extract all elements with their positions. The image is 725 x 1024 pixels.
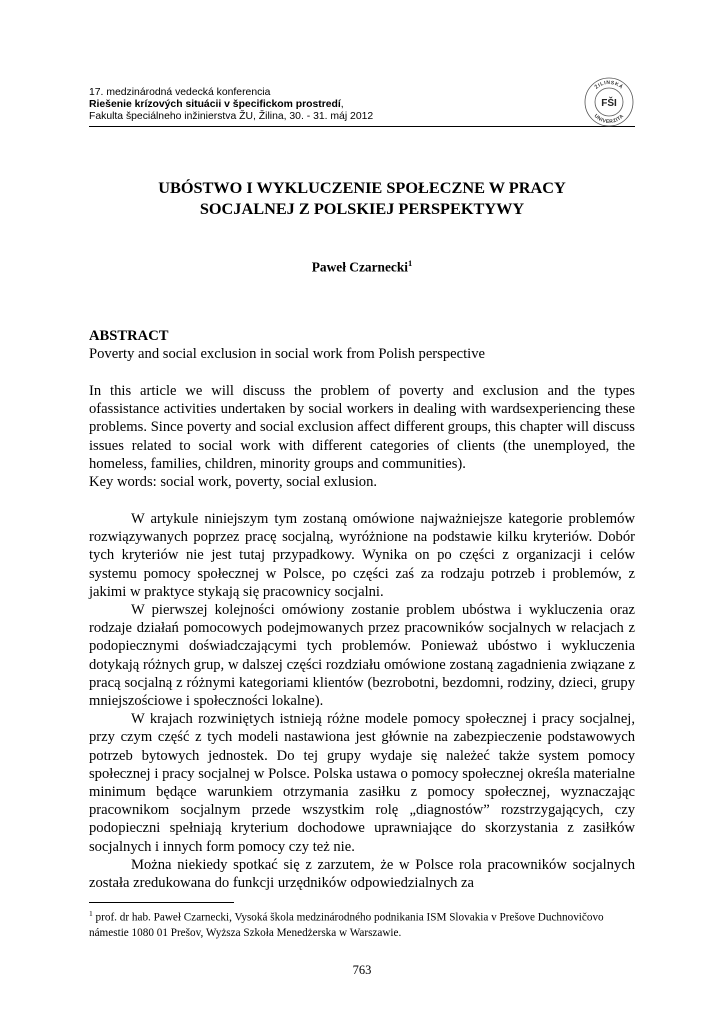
- conference-edition: 17. medzinárodná vedecká konferencia: [89, 87, 271, 98]
- body-paragraph: W krajach rozwiniętych istnieją różne modele pomocy społecznej i pracy socjalnej, przy czym część z tych modeli nastawiona jest głównie na zabezpieczenie podstawowych potrzeb bytowych jednostek. Do tej grupy wydaje się należeć także system pomocy społecznej i pracy socjalnej w Polsce. Polska ustawa o pomocy społecznej określa materialne minimum będące warunkiem otrzymania zasiłku z pomocy społecznej, wyznaczając pracownikom socjalnym przede wszystkim rolę „diagnostów” rozstrzygających, czy podopieczni spełniają kryterium dochodowe uprawniające do skorzystania z zasiłków socjalnych i innych form pomocy czy też nie.: [89, 711, 635, 855]
- conference-title-line: [89, 99, 634, 111]
- page-number: 763: [352, 963, 372, 977]
- footnote-mark: 1: [89, 909, 93, 918]
- body-paragraph: W pierwszej kolejności omówiony zostanie problem ubóstwa i wykluczenia oraz rodzaje działań pomocowych podejmowanych przez pracowników socjalnych w relacjach z podopiecznymi doświadczającymi tych problemów. Ponieważ ubóstwo i wykluczenia dotykają różnych grup, w dalszej części rozdziału omówione zostaną zagadnienia związane z pracą socjalną z różnymi kategoriami klientów (bezrobotni, bezdomni, rodziny, dzieci, grupy mniejszościowe i społeczności lokalne).: [89, 602, 635, 710]
- footnote: [89, 906, 635, 941]
- conference-venue: Fakulta špeciálneho inžinierstva ŽU, Žilina, 30. - 31. máj 2012: [89, 111, 374, 123]
- abstract-text: In this article we will discuss the problem of poverty and exclusion and the types ofassistance activities undertaken by social workers in dealing with wardsexperiencing these problems. Since poverty and social exclusion affect different groups, this chapter will discuss issues related to social work with different categories of clients (the unemployed, the homeless, families, children, minority groups and communities).: [89, 383, 635, 472]
- header-divider: [89, 126, 635, 127]
- university-seal-icon: [583, 76, 635, 128]
- footnote-divider: [89, 902, 234, 903]
- conference-title-comma: ,: [340, 99, 344, 111]
- seal-center-text: FŠI: [601, 98, 617, 109]
- body-paragraph: Można niekiedy spotkać się z zarzutem, że w Polsce rola pracowników socjalnych została zredukowana do funkcji urzędników odpowiedzialnych za: [89, 856, 635, 892]
- author-line: [89, 258, 635, 275]
- conference-header: [89, 87, 634, 124]
- paper-title-line-1: UBÓSTWO I WYKLUCZENIE SPOŁECZNE W PRACY: [158, 178, 566, 197]
- abstract-body: [89, 382, 635, 491]
- keywords: Key words: social work, poverty, social exlusion.: [89, 474, 378, 491]
- paper-title-line-2: SOCJALNEJ Z POLSKIEJ PERSPEKTYWY: [199, 199, 525, 218]
- author-footnote-mark: 1: [408, 258, 413, 268]
- abstract-subtitle: Poverty and social exclusion in social work from Polish perspective: [89, 346, 485, 363]
- svg-text:ŽILINSKÁ: [593, 80, 625, 91]
- body-paragraph: W artykule niniejszym tym zostaną omówione najważniejsze kategorie problemów rozwiązywanych poprzez pracę socjalną, wyróżnione na podstawie kilku kryteriów. Dobór tych kryteriów nie jest tutaj przypadkowy. Wynika on po części z organizacji i celów systemu pomocy społecznej w Polsce, po części zaś za rodzaju potrzeb i problemów, z jakimi w praktyce stykają się pracownicy socjalni.: [89, 511, 635, 600]
- seal-top-text: ŽILINSKÁ: [593, 79, 625, 91]
- abstract-section: [89, 327, 635, 363]
- main-body: [89, 510, 635, 892]
- abstract-heading: ABSTRACT: [89, 328, 169, 344]
- conference-title: Riešenie krízových situácii v špecifickom prostredí: [89, 99, 341, 111]
- paper-title: [89, 177, 635, 219]
- seal-bottom-text: UNIVERZITA: [592, 113, 626, 126]
- author-name: Paweł Czarnecki: [311, 259, 409, 275]
- footnote-text: prof. dr hab. Paweł Czarnecki, Vysoká škola medzinárodného podnikania ISM Slovakia v Prešove Duchnovičovo námestie 1080 01 Prešov, Wyższa Szkoła Menedżerska w Warszawie.: [89, 911, 604, 939]
